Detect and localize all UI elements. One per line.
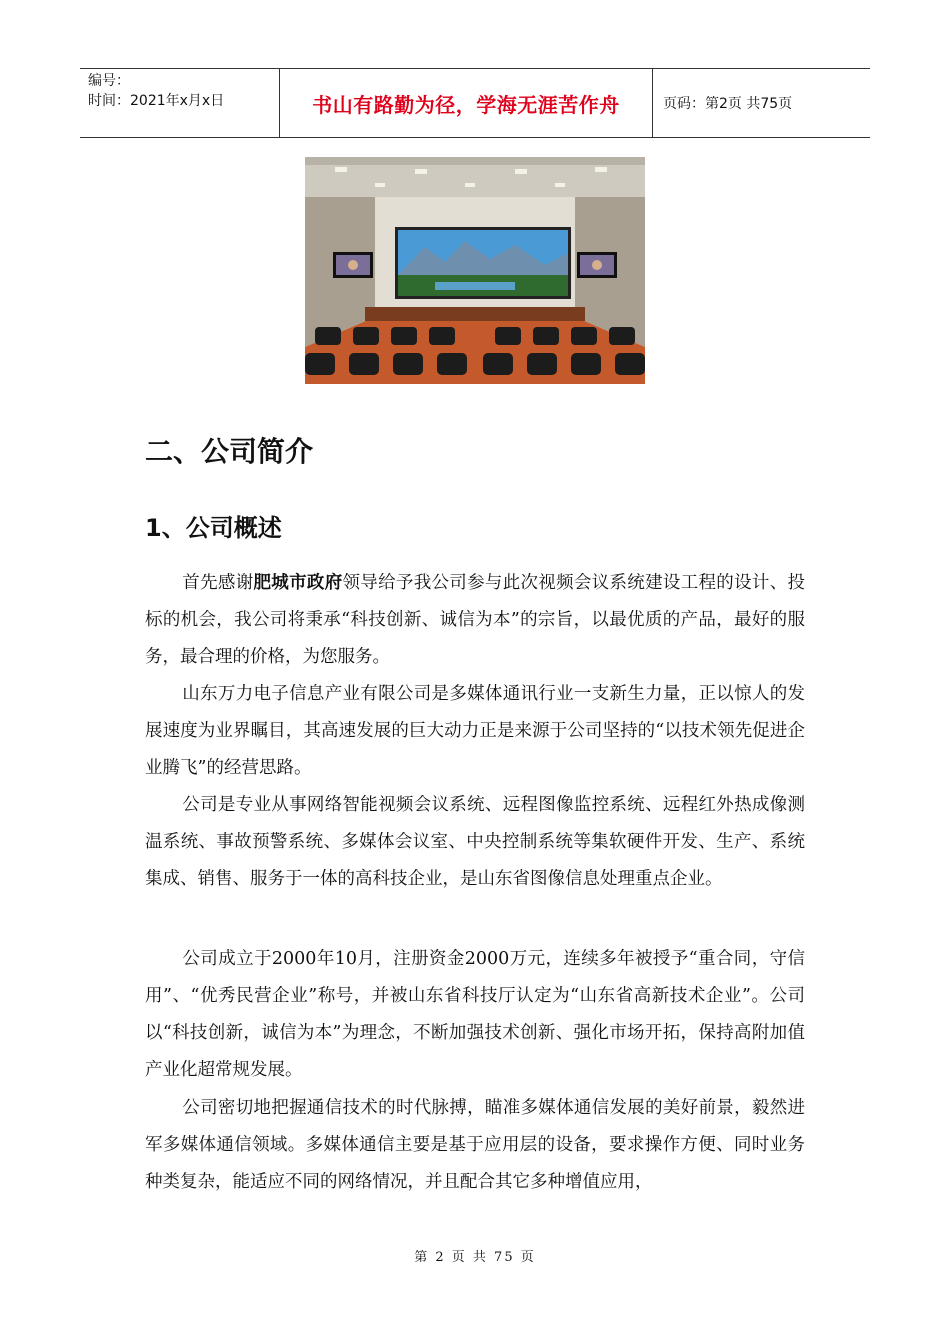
header-date-label: 时间：2021年x月x日 (88, 93, 225, 109)
p1-post: 领导给予我公司参与此次视频会议系统建设工程的设计、投标的机会，我公司将秉承“科技创新、诚信为本”的宗旨，以最优质的产品，最好的服务，最合理的价格，为您服务。 (145, 573, 805, 667)
subsection-heading: 1、公司概述 (145, 514, 282, 542)
p1-pre: 首先感谢 (182, 573, 254, 593)
document-header (80, 68, 870, 138)
p3-text: 公司是专业从事网络智能视频会议系统、远程图像监控系统、远程红外热成像测温系统、事故预警系统、多媒体会议室、中央控制系统等集软硬件开发、生产、系统集成、销售、服务于一体的高科技企业，是山东省图像信息处理重点企业。 (145, 795, 805, 889)
header-page-info: 页码：第2页 共75页 (663, 96, 793, 112)
section-heading: 二、公司简介 (145, 435, 314, 468)
paragraph-company (145, 676, 805, 787)
header-motto-cell (280, 69, 653, 137)
p1-bold-gov: 肥城市政府 (253, 573, 343, 593)
paragraph-history (145, 941, 805, 1089)
header-motto: 书山有路勤为径，学海无涯苦作舟 (312, 92, 620, 117)
p5-text: 公司密切地把握通信技术的时代脉搏，瞄准多媒体通信发展的美好前景，毅然进军多媒体通信领域。多媒体通信主要是基于应用层的设备，要求操作方便、同时业务种类复杂，能适应不同的网络情况，并且配合其它多种增值应用， (145, 1098, 805, 1192)
paragraph-business (145, 787, 805, 898)
paragraph-strategy (145, 1090, 805, 1201)
header-meta (80, 69, 280, 137)
p4-text: 公司成立于2000年10月，注册资金2000万元，连续多年被授予“重合同，守信用”、“优秀民营企业”称号，并被山东省科技厅认定为“山东省高新技术企业”。公司以“科技创新，诚信为本”为理念，不断加强技术创新、强化市场开拓，保持高附加值产业化超常规发展。 (145, 949, 805, 1080)
conference-room-illustration (305, 157, 645, 384)
conference-room-photo (305, 157, 645, 384)
paragraph-intro (145, 565, 805, 676)
p2-text: 山东万力电子信息产业有限公司是多媒体通讯行业一支新生力量，正以惊人的发展速度为业界瞩目，其高速发展的巨大动力正是来源于公司坚持的“以技术领先促进企业腾飞”的经营思路。 (145, 684, 805, 778)
page-footer: 第 2 页 共 75 页 (414, 1250, 536, 1265)
header-code-label: 编号： (88, 73, 130, 89)
